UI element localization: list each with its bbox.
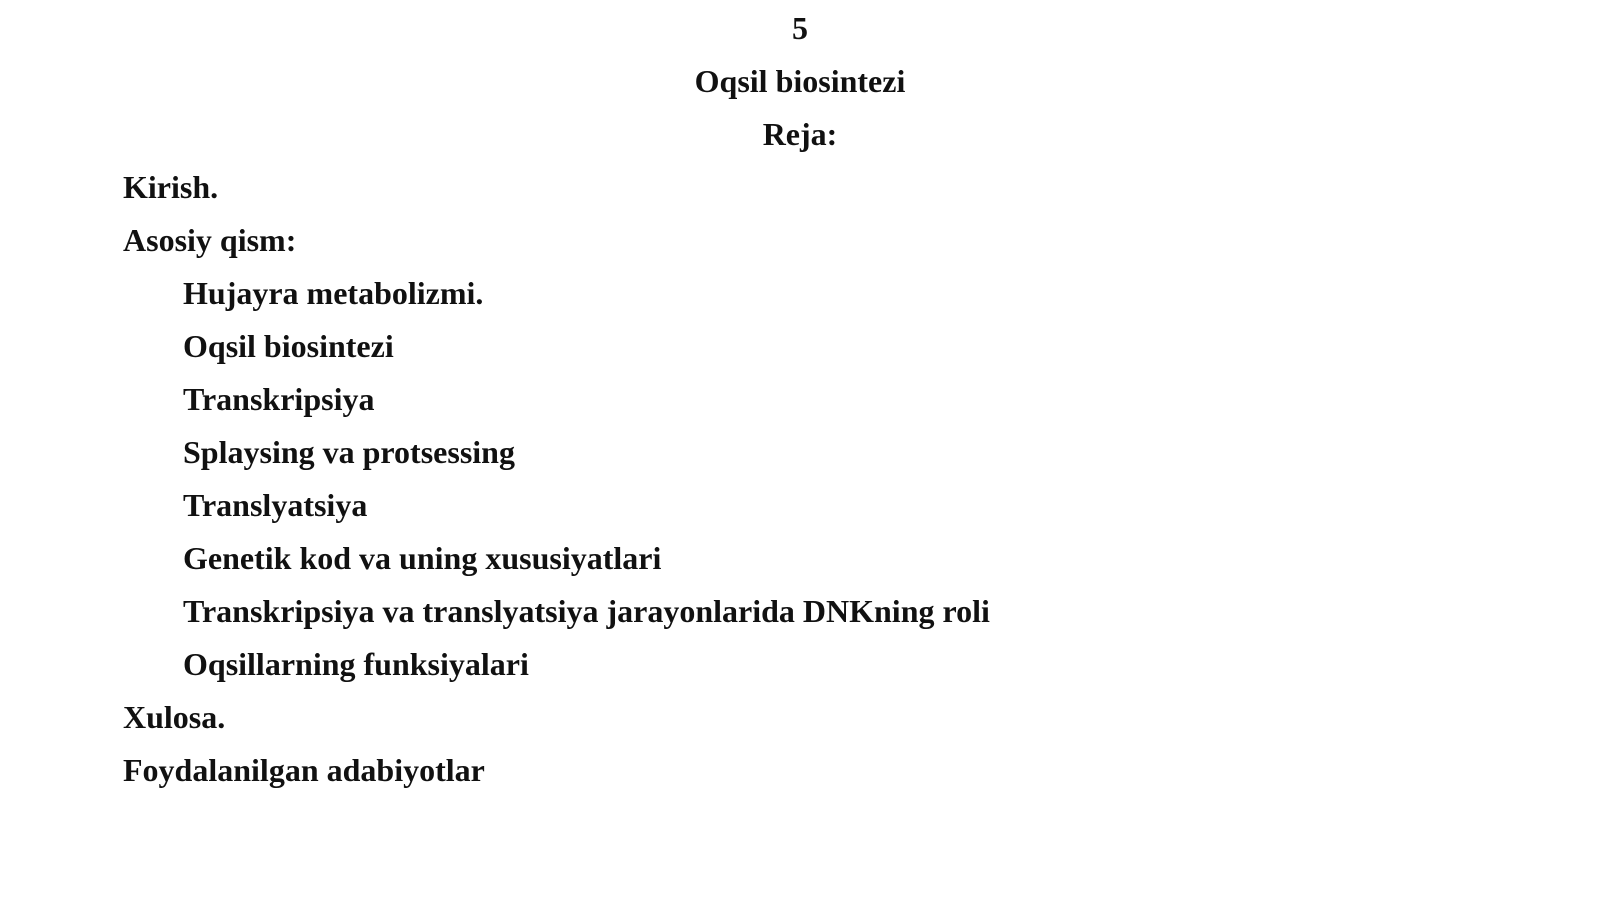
plan-subitem: Oqsil biosintezi (183, 328, 394, 364)
plan-item-main-part: Asosiy qism: (123, 222, 297, 258)
plan-item-intro: Kirish. (123, 169, 219, 205)
document-title: Oqsil biosintezi (694, 63, 906, 99)
plan-subitem: Hujayra metabolizmi. (183, 275, 484, 311)
plan-subitem: Splaysing va protsessing (183, 434, 515, 470)
plan-item-conclusion: Xulosa. (123, 699, 226, 735)
plan-subitem: Transkripsiya (183, 381, 375, 417)
plan-subitem: Transkripsiya va translyatsiya jarayonlarida DNKning roli (183, 593, 990, 629)
plan-heading: Reja: (762, 116, 838, 152)
plan-item-references: Foydalanilgan adabiyotlar (123, 752, 485, 788)
plan-subitem: Translyatsiya (183, 487, 368, 523)
page-number: 5 (792, 10, 808, 46)
plan-subitem: Genetik kod va uning xususiyatlari (183, 540, 662, 576)
plan-subitem: Oqsillarning funksiyalari (183, 646, 529, 682)
